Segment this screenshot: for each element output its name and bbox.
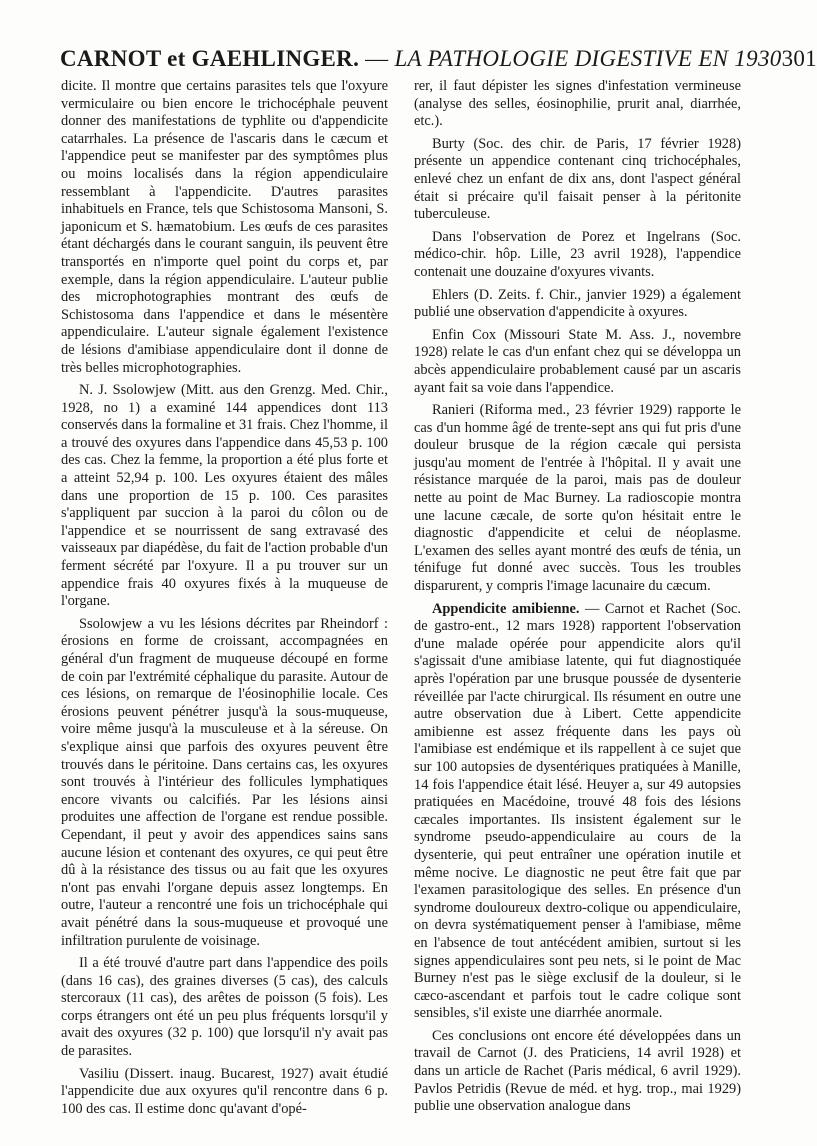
paragraph: Enfin Cox (Missouri State M. Ass. J., novembre 1928) relate le cas d'un enfant chez qui se développa un abcès appendiculaire probablement causé par un ascaris ayant fait sa voie dans l'appendice. xyxy=(414,326,741,396)
paragraph: Dans l'observation de Porez et Ingelrans (Soc. médico-chir. hôp. Lille, 23 avril 1928), l'appendice contenait une douzaine d'oxyures vivants. xyxy=(414,228,741,280)
paragraph: Vasiliu (Dissert. inaug. Bucarest, 1927) avait étudié l'appendicite due aux oxyures qu'il rencontre dans 6 p. 100 des cas. Il estime donc qu'avant d'opé- xyxy=(61,1065,388,1117)
paragraph-text: — Carnot et Rachet (Soc. de gastro-ent., 12 mars 1928) rapportent l'observation d'une malade opérée pour appendicite alors qu'il s'agissait d'une amibiase latente, qui fut diagnostiquée après l'opération par une brusque poussée de dysenterie réveillée par l'acte chirurgical. Ils résument en outre une autre observation due à Libert. Cette appendicite amibienne est assez fréquente dans les pays où l'amibiase est endémique et ils rappellent à ce sujet que sur 100 autopsies de dysentériques pratiquées à Manille, 14 fois l'appendice était lésé. Heuyer a, sur 49 autopsies pratiquées en Macédoine, trouvé 48 fois des lésions cæcales importantes. Ils insistent également sur le syndrome pseudo-appendiculaire au cours de la dysenterie, qui peut entraîner une opération inutile et même nocive. Le diagnostic ne peut être fait que par l'examen parasitologique des selles. En présence d'un syndrome douloureux dextro-colique ou appendiculaire, on devra systématiquement penser à l'amibiase, même en l'absence de tout antécédent amibien, surtout si les signes appendiculaires sont peu nets, si le point de Mac Burney n'est pas le siège exclusif de la douleur, si le cæco-ascendant et parfois tout le cadre colique sont sensibles, s'il existe une diarrhée anormale. xyxy=(414,600,742,1022)
text-columns xyxy=(61,78,741,1128)
right-column xyxy=(414,78,741,1128)
left-column xyxy=(61,78,388,1128)
paragraph: Ranieri (Riforma med., 23 février 1929) rapporte le cas d'un homme âgé de trente-sept ans qui fut pris d'une douleur brusque de la région cæcale qui persista jusqu'au moment de l'entrée à l'hôpital. Il y avait une résistance marquée de la paroi, mais pas de douleur nette au point de Mac Burney. La radioscopie montra une lacune cæcale, de sorte qu'on hésitait entre le diagnostic d'appendicite et celui de néoplasme. L'examen des selles ayant montré des œufs de ténia, un ténifuge fut donné avec succès. Tous les troubles disparurent, y compris l'image lacunaire du cæcum. xyxy=(414,402,741,595)
paragraph xyxy=(414,601,741,1023)
paragraph: Ssolowjew a vu les lésions décrites par Rheindorf : érosions en forme de croissant, accompagnées en général d'un fragment de muqueuse découpé en forme de coin par l'extrémité céphalique du parasite. Autour de ces lésions, on remarque de l'éosinophilie locale. Ces érosions peuvent pénétrer jusqu'à la sous-muqueuse, voire même jusqu'à la musculeuse et à la séreuse. On s'explique ainsi que parfois des oxyures peuvent être trouvés dans le péritoine. Dans certains cas, les oxyures sont trouvés à l'intérieur des follicules lymphatiques encore vivants ou calcifiés. Par les lésions ainsi produites une affection de l'organe est rendue possible. Cependant, il peut y avoir des appendices sains sans aucune lésion et contenant des oxyures, ce qui peut être dû à la résistance des tissus ou au fait que les oxyures n'ont pas envahi l'organe depuis assez longtemps. En outre, l'auteur a rencontré une fois un trichocéphale qui avait pénétré dans la sous-muqueuse et provoqué une infiltration purulente de voisinage. xyxy=(61,615,388,949)
paragraph: Il a été trouvé d'autre part dans l'appendice des poils (dans 16 cas), des graines diverses (5 cas), des calculs stercoraux (11 cas), des arêtes de poisson (5 fois). Les corps étrangers ont été un peu plus fréquents lorsqu'il y avait des oxyures (32 p. 100) que lorsqu'il n'y avait pas de parasites. xyxy=(61,955,388,1060)
section-heading-appendicite-amibienne: Appendicite amibienne. xyxy=(432,600,580,617)
paragraph: Ehlers (D. Zeits. f. Chir., janvier 1929) a également publié une observation d'appendicite à oxyures. xyxy=(414,286,741,321)
running-header xyxy=(60,46,817,76)
header-title: LA PATHOLOGIE DIGESTIVE EN 1930 xyxy=(394,46,782,71)
header-separator: — xyxy=(365,46,389,71)
paragraph: Burty (Soc. des chir. de Paris, 17 février 1928) présente un appendice contenant cinq trichocéphales, enlevé chez un enfant de dix ans, dont l'aspect général était si précaire qu'il faisait penser à la péritonite tuberculeuse. xyxy=(414,135,741,223)
paragraph: rer, il faut dépister les signes d'infestation vermineuse (analyse des selles, éosinophilie, prurit anal, diarrhée, etc.). xyxy=(414,78,741,130)
header-authors: CARNOT et GAEHLINGER. xyxy=(60,46,360,71)
paragraph: N. J. Ssolowjew (Mitt. aus den Grenzg. Med. Chir., 1928, no 1) a examiné 144 appendices dont 113 conservés dans la formaline et 31 frais. Chez l'homme, il a trouvé des oxyures dans l'appendice dans 45,53 p. 100 des cas. Chez la femme, la proportion a été plus forte et a atteint 52,94 p. 100. Les oxyures étaient des mâles dans une proportion de 15 p. 100. Ces parasites s'appliquent par succion à la paroi du côlon ou de l'appendice et se nourrissent de sang extravasé des vaisseaux par diapédèse, du fait de l'action probable d'un ferment sécrété par l'oxyure. Il a pu trouver sur un appendice frais 40 oxyures fixés à la muqueuse de l'organe. xyxy=(61,382,388,610)
paragraph: Ces conclusions ont encore été développées dans un travail de Carnot (J. des Praticiens, 14 avril 1928) et dans un article de Rachet (Paris médical, 6 avril 1929). Pavlos Petridis (Revue de méd. et hyg. trop., mai 1929) publie une observation analogue dans xyxy=(414,1027,741,1115)
paragraph: dicite. Il montre que certains parasites tels que l'oxyure vermiculaire ou bien encore le trichocéphale peuvent donner des manifestations de typhlite ou d'appendicite catarrhales. La présence de l'ascaris dans le cæcum et l'appendice peut se manifester par des symptômes plus ou moins localisés dans la région appendiculaire ressemblant à l'appendicite. D'autres parasites inhabituels en France, tels que Schistosoma Mansoni, S. japonicum et S. hæmatobium. Les œufs de ces parasites étant déchargés dans le courant sanguin, ils peuvent être transportés en n'importe quel point du corps et, par exemple, dans la région appendiculaire. L'auteur publie des microphotographies montrant des œufs de Schistosoma dans l'appendice et dans le mésentère appendiculaire. L'auteur signale également l'existence de lésions d'amibiase appendiculaire dont il donne de très belles microphotographies. xyxy=(61,78,388,376)
page-number: 301 xyxy=(781,46,817,71)
